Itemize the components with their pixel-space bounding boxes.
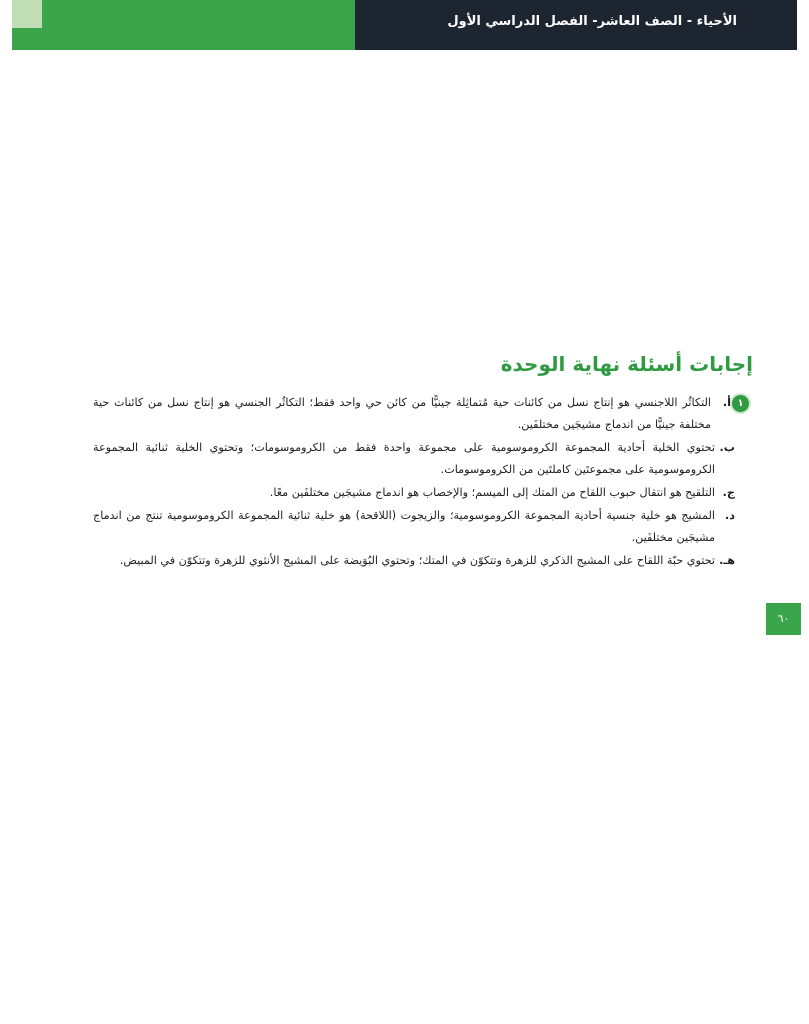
answer-item-b <box>93 437 753 481</box>
header-green-band <box>12 0 355 50</box>
answer-item-a <box>93 392 753 436</box>
section-title: إجابات أسئلة نهاية الوحدة <box>500 352 753 376</box>
page-number-tab: ٦٠ <box>766 603 801 635</box>
answer-item-c <box>93 482 753 504</box>
answer-item-e <box>93 550 753 572</box>
answer-marker: أ. <box>722 396 731 409</box>
answer-text: تحتوي الخلية أحادية المجموعة الكروموسومية على مجموعة واحدة فقط من الكروموسومات؛ وتحتوي الخلية ثنائية المجموعة الكروموسومية على مجموعتَين كاملتَين من الكروموسومات. <box>93 441 715 476</box>
answer-marker: د. <box>725 509 735 522</box>
answers-list <box>93 392 753 573</box>
answer-text: تحتوي حبّة اللقاح على المشيج الذكري للزهرة وتتكوّن في المتك؛ وتحتوي البُوَيضة على المشيج الأنثوي للزهرة وتتكوّن في المبيض. <box>119 554 715 567</box>
publisher-logo <box>12 0 42 28</box>
answer-marker: هـ. <box>719 554 735 567</box>
answer-text: المشيج هو خلية جنسية أحادية المجموعة الكروموسومية؛ والزيجوت (اللاقحة) هو خلية ثنائية المجموعة الكروموسومية تنتج من اندماج مشيجَين مختلفَين. <box>93 509 715 544</box>
answer-text: التكاثُر اللاجنسي هو إنتاج نسل من كائنات حية مُتماثِلة جينيًّا من كائن حي واحد فقط؛ التكاثُر الجنسي هو إنتاج نسل من كائنات حية مختلفة جينيًّا من اندماج مشيجَين مختلفَين. <box>93 396 711 431</box>
header-dark-band <box>355 0 797 50</box>
answer-marker: ج. <box>722 486 735 499</box>
answer-text: التلقيح هو انتقال حبوب اللقاح من المتك إلى الميسم؛ والإخصاب هو اندماج مشيجَين مختلفَين معًا. <box>269 486 715 499</box>
answer-marker: ب. <box>719 441 735 454</box>
book-title: الأحياء - الصف العاشر- الفصل الدراسي الأول <box>447 14 737 29</box>
question-number-badge: ١ <box>732 395 749 412</box>
answer-item-d <box>93 505 753 549</box>
